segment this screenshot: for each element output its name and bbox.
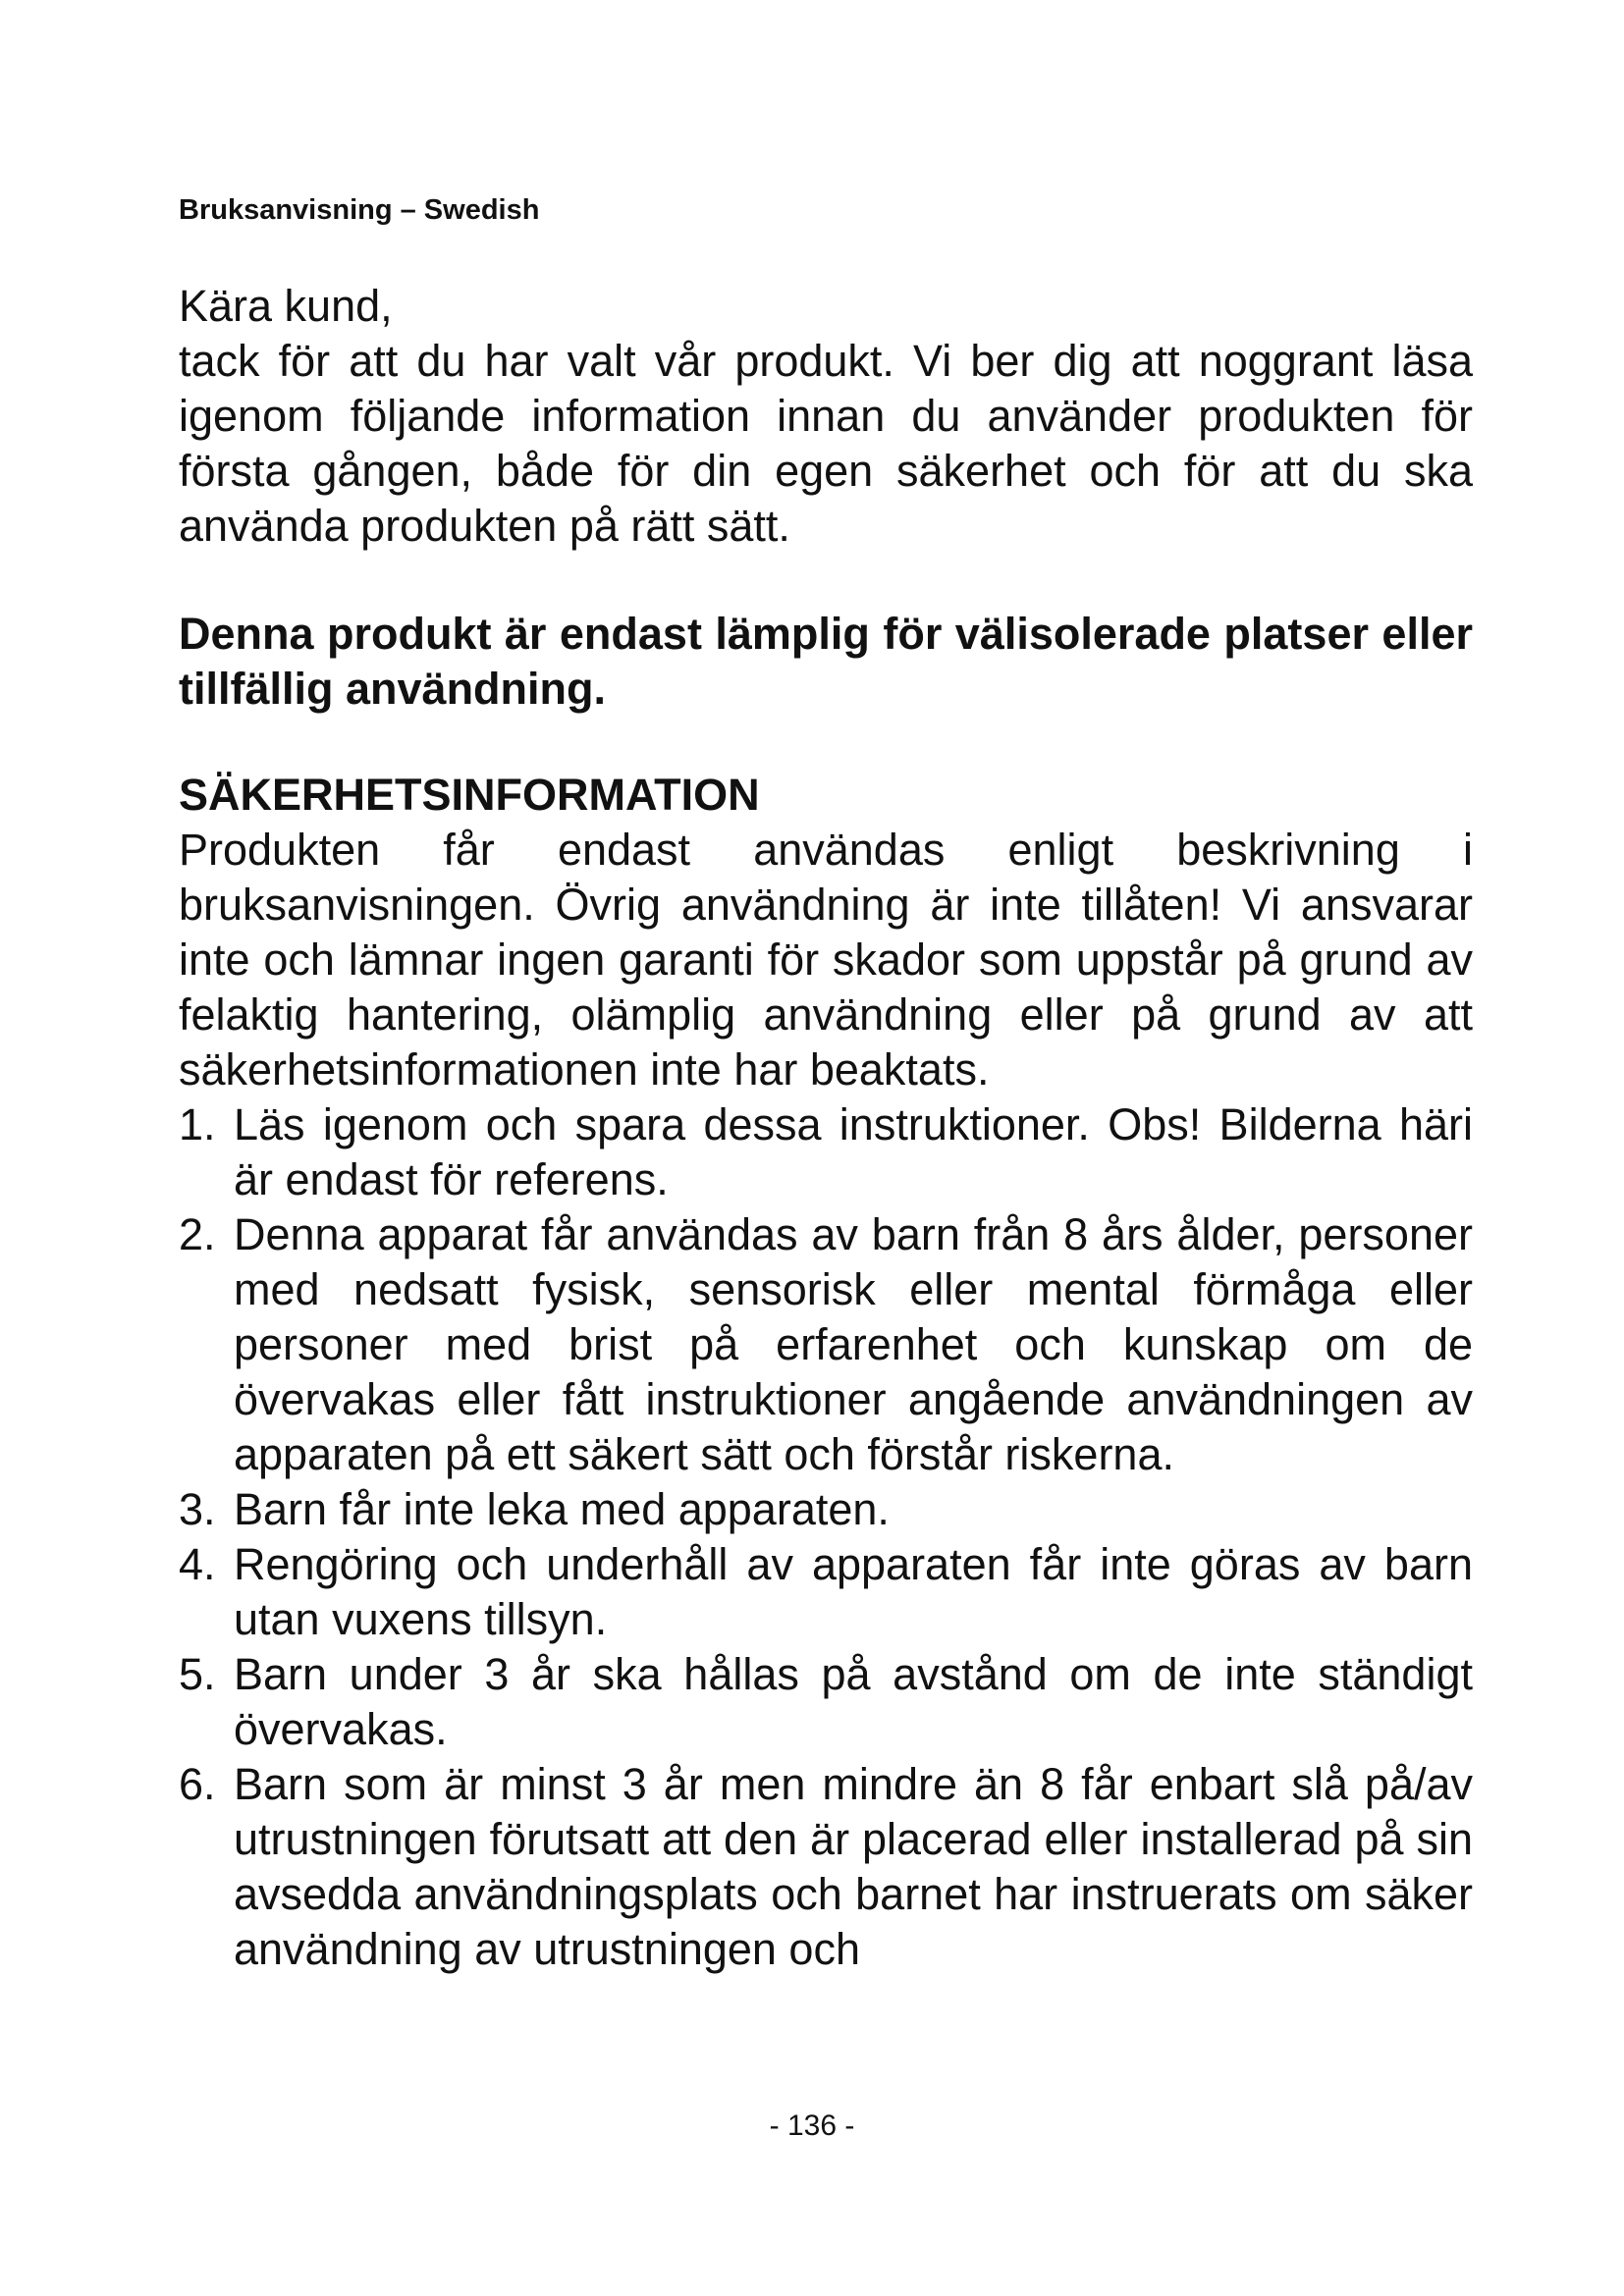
page-number: - 136 - — [769, 2109, 855, 2142]
list-item — [179, 1097, 1473, 1207]
safety-list — [179, 1097, 1473, 1977]
document-page — [179, 192, 1473, 1977]
list-item-text: Läs igenom och spara dessa instruktioner. Obs! Bilderna häri är endast för referens. — [234, 1099, 1473, 1204]
greeting: Kära kund, — [179, 281, 393, 331]
list-item — [179, 1647, 1473, 1757]
list-item — [179, 1757, 1473, 1977]
usage-notice: Denna produkt är endast lämplig för välisolerade platser eller tillfällig användning. — [179, 609, 1473, 714]
safety-heading: SÄKERHETSINFORMATION — [179, 770, 760, 820]
document-language-label: Bruksanvisning – Swedish — [179, 194, 540, 226]
list-item-text: Denna apparat får användas av barn från 8 års ålder, personer med nedsatt fysisk, sensorisk eller mental förmåga eller personer med brist på erfarenhet och kunskap om de övervakas eller fått instruktioner angående användningen av apparaten på ett säkert sätt och förstår riskerna. — [234, 1209, 1473, 1479]
list-item-number: 1. — [179, 1099, 216, 1149]
list-item-number: 3. — [179, 1484, 216, 1534]
list-item-number: 2. — [179, 1209, 216, 1259]
safety-paragraph: Produkten får endast användas enligt beskrivning i bruksanvisningen. Övrig användning är inte tillåten! Vi ansvarar inte och lämnar ingen garanti för skador som uppstår på grund av felaktig hantering, olämplig användning eller på grund av att säkerhetsinformationen inte har beaktats. — [179, 825, 1473, 1095]
list-item-text: Rengöring och underhåll av apparaten får inte göras av barn utan vuxens tillsyn. — [234, 1539, 1473, 1644]
intro-paragraph: tack för att du har valt vår produkt. Vi ber dig att noggrant läsa igenom följande information innan du använder produkten för första gången, både för din egen säkerhet och för att du ska använda produkten på rätt sätt. — [179, 336, 1473, 551]
list-item — [179, 1537, 1473, 1647]
list-item-number: 6. — [179, 1759, 216, 1809]
list-item-text: Barn under 3 år ska hållas på avstånd om de inte ständigt övervakas. — [234, 1649, 1473, 1754]
list-item-text: Barn får inte leka med apparaten. — [234, 1484, 890, 1534]
list-item-text: Barn som är minst 3 år men mindre än 8 får enbart slå på/av utrustningen förutsatt att den är placerad eller installerad på sin avsedda användningsplats och barnet har instruerats om säker användning av utrustningen och — [234, 1759, 1473, 1974]
list-item — [179, 1207, 1473, 1482]
list-item-number: 5. — [179, 1649, 216, 1699]
list-item — [179, 1482, 1473, 1537]
list-item-number: 4. — [179, 1539, 216, 1589]
